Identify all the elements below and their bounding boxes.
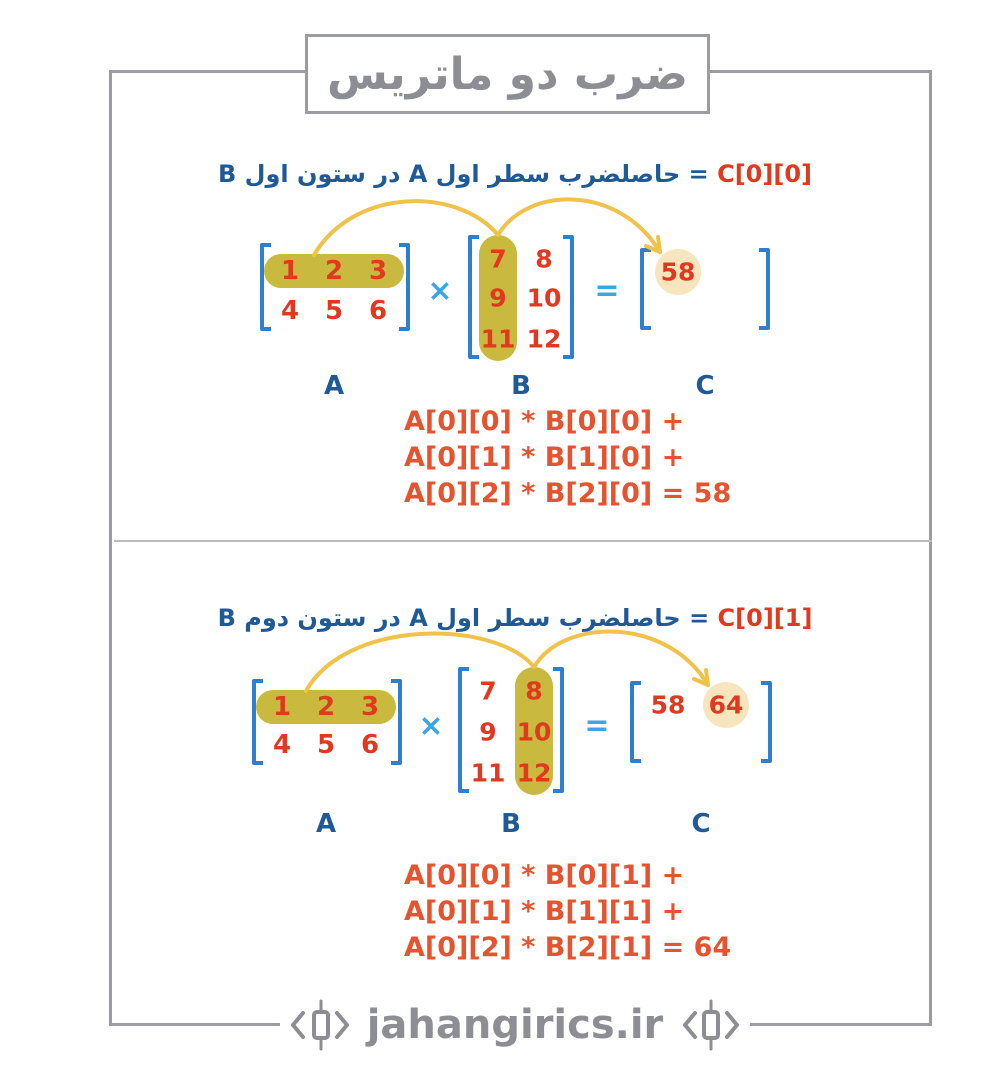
section-1-heading-index: C[0][0] bbox=[717, 160, 812, 188]
matrix-b-cell: 10 bbox=[516, 717, 552, 747]
section-2-heading-text: حاصلضرب سطر اول A در ستون دوم B bbox=[217, 604, 681, 632]
matrix-b-cell: 8 bbox=[535, 244, 553, 274]
formula-line: A[0][0] * B[0][1] + bbox=[404, 860, 685, 891]
matrix-a-cell: 2 bbox=[324, 256, 344, 286]
matrix-c-label: C bbox=[691, 809, 711, 839]
matrix-a-cell: 6 bbox=[360, 730, 380, 760]
matrix-a-cell: 1 bbox=[272, 692, 292, 722]
matrix-c-label: C bbox=[695, 371, 715, 401]
code-candle-icon bbox=[681, 997, 741, 1053]
page-title: ضرب دو ماتریس bbox=[305, 34, 710, 114]
section-2-heading-index: C[0][1] bbox=[717, 604, 813, 632]
matrix-a-cell: 1 bbox=[280, 256, 300, 286]
arrow-a-to-b bbox=[306, 634, 534, 691]
matrix-a-left-bracket bbox=[254, 681, 263, 763]
matrix-a-cell: 5 bbox=[316, 730, 336, 760]
matrix-a-cell: 6 bbox=[368, 296, 388, 326]
section-2-formula bbox=[404, 858, 804, 966]
footer bbox=[280, 990, 750, 1060]
matrix-b-label: B bbox=[501, 809, 521, 839]
formula-line: A[0][0] * B[0][0] + bbox=[404, 406, 685, 437]
matrix-b-cell: 8 bbox=[525, 676, 543, 706]
section-2-heading-equals: = bbox=[689, 604, 710, 632]
code-candle-icon bbox=[289, 997, 349, 1053]
matrix-a-cell: 4 bbox=[280, 296, 300, 326]
matrix-b-cell: 7 bbox=[479, 676, 497, 706]
matrix-a-cell: 3 bbox=[368, 256, 388, 286]
matrix-b-cell: 11 bbox=[480, 324, 516, 354]
formula-line: A[0][2] * B[2][1] = 64 bbox=[404, 932, 732, 963]
matrix-a-label: A bbox=[315, 809, 337, 839]
matrix-a-cell: 2 bbox=[316, 692, 336, 722]
matrix-b-cell: 9 bbox=[479, 717, 497, 747]
times-sign: × bbox=[427, 273, 453, 309]
matrix-b-cell: 7 bbox=[489, 244, 507, 274]
equals-sign: = bbox=[594, 273, 620, 309]
matrix-c-right-bracket bbox=[761, 683, 770, 761]
matrix-b-cell: 9 bbox=[489, 283, 507, 313]
formula-line: A[0][1] * B[1][1] + bbox=[404, 896, 685, 927]
matrix-b-label: B bbox=[511, 371, 531, 401]
formula-line: A[0][2] * B[2][0] = 58 bbox=[404, 478, 732, 509]
section-1-heading-equals: = bbox=[688, 160, 709, 188]
formula-line: A[0][1] * B[1][0] + bbox=[404, 442, 685, 473]
matrix-b-right-bracket bbox=[553, 669, 562, 791]
section-1-heading-text: حاصلضرب سطر اول A در ستون اول B bbox=[218, 160, 681, 188]
site-name[interactable]: jahangirics.ir bbox=[366, 1002, 664, 1048]
matrix-b-cell: 11 bbox=[470, 758, 506, 788]
matrix-b-cell: 10 bbox=[526, 283, 562, 313]
matrix-b-cell: 12 bbox=[526, 324, 562, 354]
times-sign: × bbox=[418, 708, 444, 744]
matrix-a-cell: 4 bbox=[272, 730, 292, 760]
matrix-c-cell: 64 bbox=[708, 690, 744, 720]
matrix-c-cell: 58 bbox=[660, 257, 696, 287]
matrix-c-cell: 58 bbox=[650, 690, 686, 720]
equals-sign: = bbox=[584, 708, 610, 744]
matrix-b-left-bracket bbox=[460, 669, 469, 791]
matrix-c-left-bracket bbox=[632, 683, 641, 761]
matrix-a-cell: 5 bbox=[324, 296, 344, 326]
matrix-b-cell: 12 bbox=[516, 758, 552, 788]
matrix-a-right-bracket bbox=[391, 681, 400, 763]
matrix-a-label: A bbox=[323, 371, 345, 401]
matrix-a-cell: 3 bbox=[360, 692, 380, 722]
